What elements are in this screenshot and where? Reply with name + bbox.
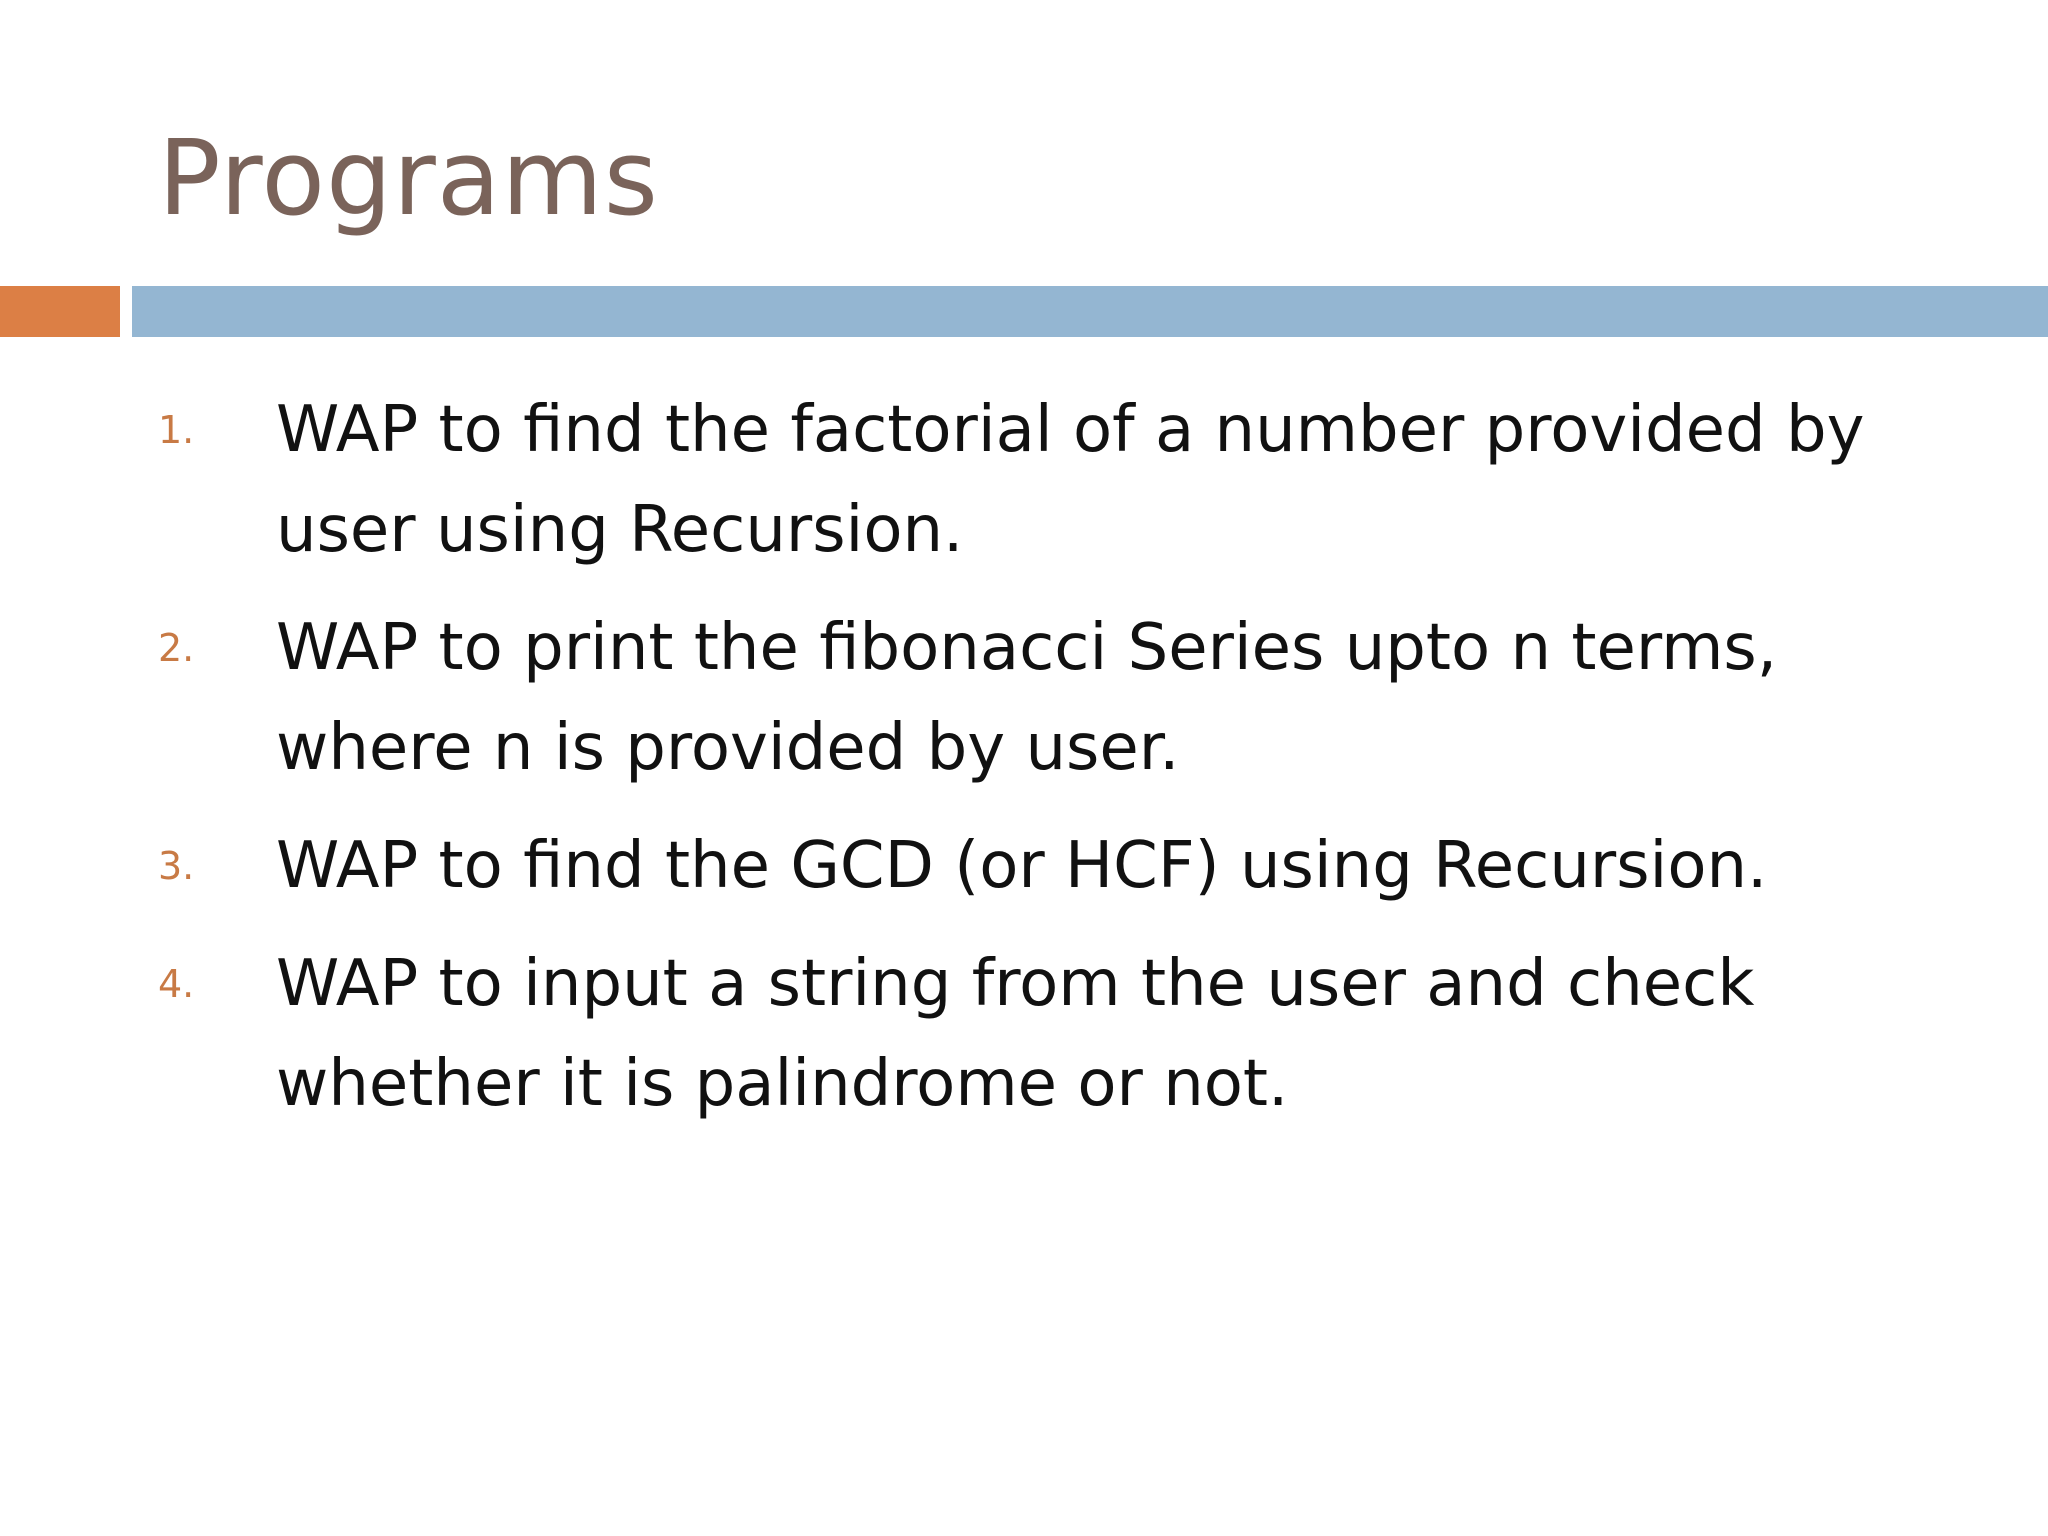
item-number: 2. <box>158 626 195 670</box>
program-list <box>158 380 1958 1152</box>
item-text: WAP to find the factorial of a number provided by user using Recursion. <box>276 393 1865 567</box>
program-item-1 <box>158 380 1958 580</box>
accent-bar-blue <box>132 286 2048 337</box>
item-text: WAP to find the GCD (or HCF) using Recursion. <box>276 829 1768 903</box>
program-item-2 <box>158 598 1958 798</box>
item-text: WAP to print the fibonacci Series upto n terms, where n is provided by user. <box>276 611 1778 785</box>
slide-title: Programs <box>158 117 659 239</box>
item-number: 3. <box>158 844 195 888</box>
accent-bar-orange <box>0 286 120 337</box>
item-number: 1. <box>158 408 195 452</box>
program-item-3 <box>158 816 1958 916</box>
item-number: 4. <box>158 962 195 1006</box>
item-text: WAP to input a string from the user and check whether it is palindrome or not. <box>276 947 1755 1121</box>
program-item-4 <box>158 934 1958 1134</box>
